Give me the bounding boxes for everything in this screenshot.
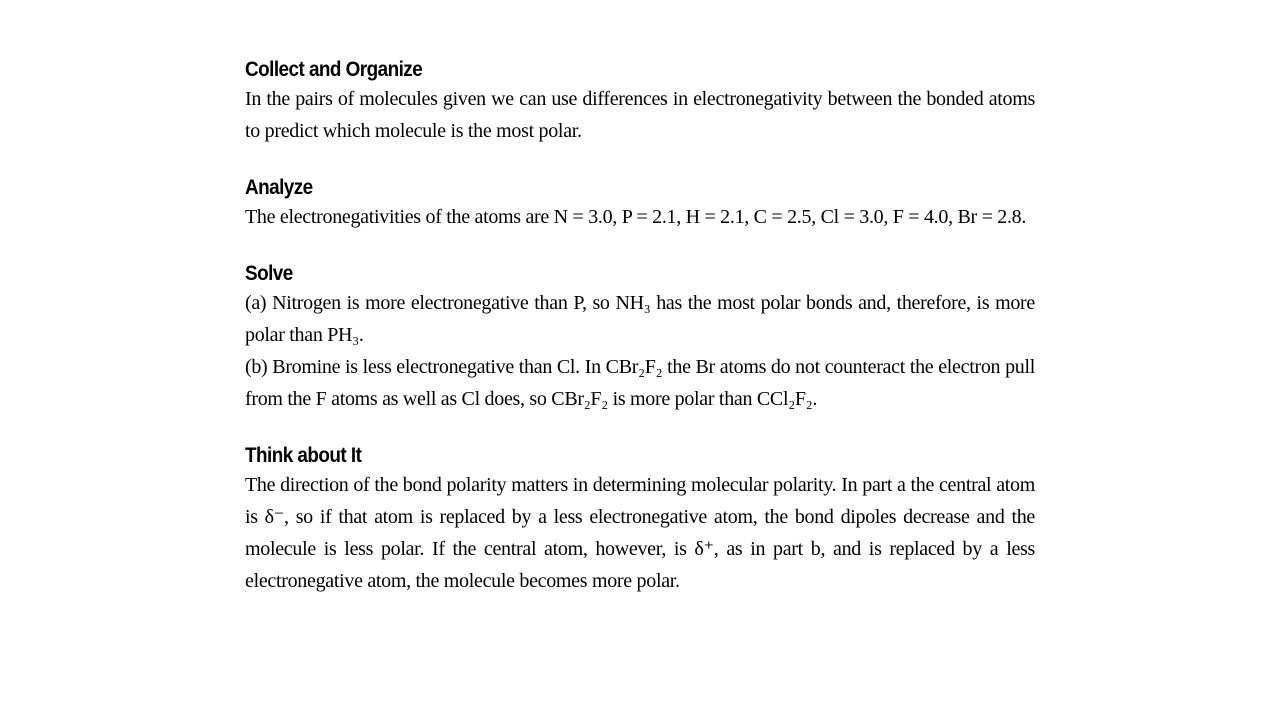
section-collect-and-organize (245, 57, 1035, 147)
section-heading: Collect and Organize (245, 58, 423, 81)
section-paragraph: The direction of the bond polarity matters in determining molecular polarity. In part a the central atom is δ⁻, so if that atom is replaced by a less electronegative atom, the bond dipoles decrease and the molecule is less polar. If the central atom, however, is δ⁺, as in part b, and is replaced by a less electronegative atom, the molecule becomes more polar. (245, 474, 1035, 592)
section-heading: Think about It (245, 444, 362, 467)
section-paragraph: (a) Nitrogen is more electronegative than P, so NH₃ has the most polar bonds and, therefore, is more polar than PH₃. (245, 292, 1035, 346)
section-heading: Solve (245, 262, 293, 285)
document-page (245, 57, 1035, 625)
section-paragraph: (b) Bromine is less electronegative than Cl. In CBr₂F₂ the Br atoms do not counteract the electron pull from the F atoms as well as Cl does, so CBr₂F₂ is more polar than CCl₂F₂. (245, 356, 1035, 410)
section-solve (245, 261, 1035, 415)
section-paragraph: In the pairs of molecules given we can use differences in electronegativity between the bonded atoms to predict which molecule is the most polar. (245, 88, 1035, 142)
section-heading: Analyze (245, 176, 313, 199)
section-think-about-it (245, 443, 1035, 597)
section-analyze (245, 175, 1035, 233)
section-paragraph: The electronegativities of the atoms are N = 3.0, P = 2.1, H = 2.1, C = 2.5, Cl = 3.0, F = 4.0, Br = 2.8. (245, 206, 1027, 228)
